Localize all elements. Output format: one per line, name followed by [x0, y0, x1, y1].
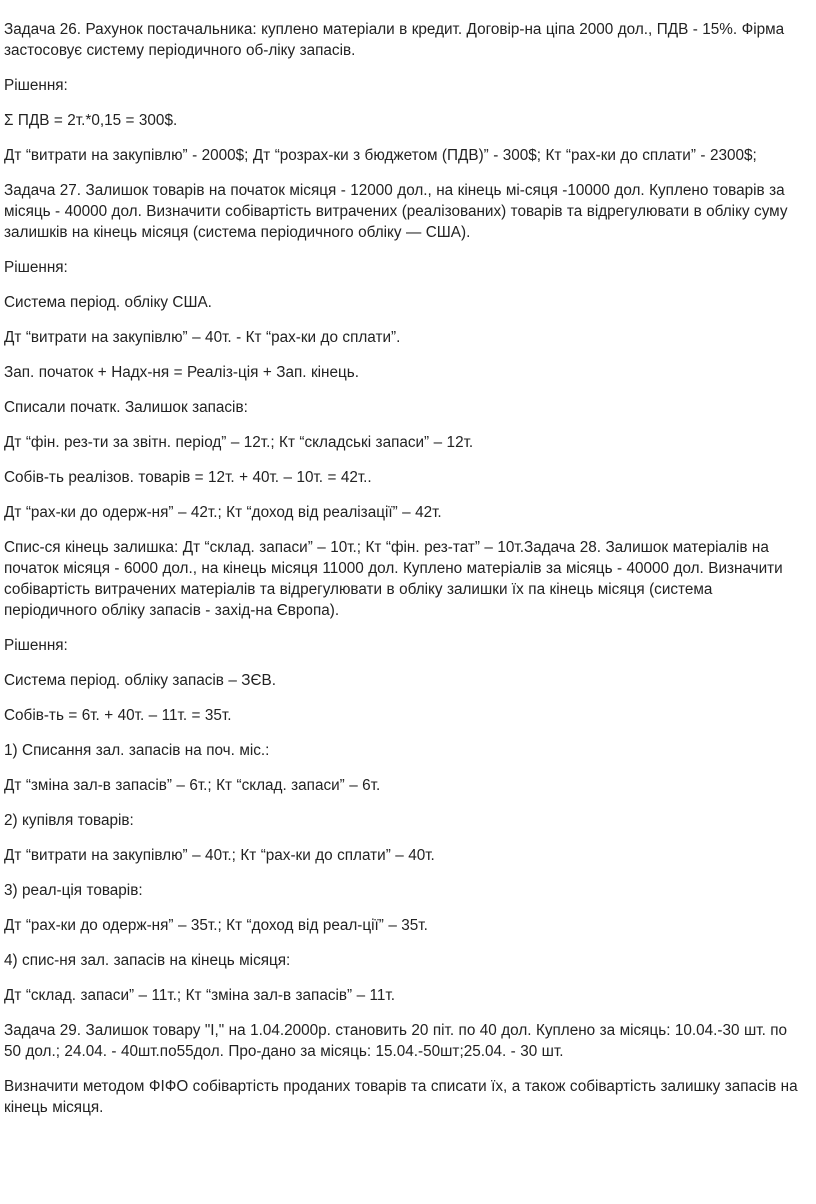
task-29-question: Визначити методом ФІФО собівартість проданих товарів та списати їх, а також собівартість залишку запасів на кінець місяця.: [4, 1078, 798, 1116]
task-29-statement: Задача 29. Залишок товару "І," на 1.04.2000р. становить 20 піт. по 40 дол. Куплено за місяць: 10.04.-30 шт. по 50 дол.; 24.04. - 40шт.по55дол. Про-дано за місяць: 15.04.-50шт;25.04. - 30 шт.: [4, 1022, 788, 1060]
task-28-cost-calc: Собів-ть = 6т. + 40т. – 11т. = 35т.: [4, 707, 232, 724]
solution-heading: Рішення:: [4, 259, 68, 276]
solution-heading: Рішення:: [4, 77, 68, 94]
task-28-step-3: 3) реал-ція товарів:: [4, 882, 143, 899]
task-27-writeoff-label: Списали початк. Залишок запасів:: [4, 399, 248, 416]
task-27-entry-writeoff: Дт “фін. рез-ти за звітн. період” – 12т.; Кт “складські запаси” – 12т.: [4, 434, 474, 451]
task-28-entry-3: Дт “рах-ки до одерж-ня” – 35т.; Кт “доход від реал-ції” – 35т.: [4, 917, 428, 934]
task-27-system: Система період. обліку США.: [4, 294, 212, 311]
task-27-entry-purchase: Дт “витрати на закупівлю” – 40т. - Кт “рах-ки до сплати”.: [4, 329, 401, 346]
task-27-entry-sales: Дт “рах-ки до одерж-ня” – 42т.; Кт “доход від реалізації” – 42т.: [4, 504, 442, 521]
task-28-entry-1: Дт “зміна зал-в запасів” – 6т.; Кт “склад. запаси” – 6т.: [4, 777, 381, 794]
task-27-cost-calc: Собів-ть реалізов. товарів = 12т. + 40т. – 10т. = 42т..: [4, 469, 372, 486]
task-28-step-1: 1) Списання зал. запасів на поч. міс.:: [4, 742, 270, 759]
task-28-entry-4: Дт “склад. запаси” – 11т.; Кт “зміна зал-в запасів” – 11т.: [4, 987, 395, 1004]
task-26-entries: Дт “витрати на закупівлю” - 2000$; Дт “розрах-ки з бюджетом (ПДВ)” - 300$; Кт “рах-ки до сплати” - 2300$;: [4, 147, 757, 164]
task-28-step-4: 4) спис-ня зал. запасів на кінець місяця:: [4, 952, 291, 969]
task-28-system: Система період. обліку запасів – ЗЄВ.: [4, 672, 276, 689]
task-28-statement: Спис-ся кінець залишка: Дт “склад. запаси” – 10т.; Кт “фін. рез-тат” – 10т.Задача 28. Залишок матеріалів на початок місяця - 6000 дол., на кінець місяця 11000 дол. Куплено матеріалів за місяць - 40000 дол. Визначити собівартість витрачених матеріалів та відрегулювати в обліку залишки їх па кінець місяця (система періодичного обліку запасів - захід-на Європа).: [4, 539, 783, 619]
task-27-formula: Зап. початок + Надх-ня = Реаліз-ція + Зап. кінець.: [4, 364, 359, 381]
task-27-statement: Задача 27. Залишок товарів на початок місяця - 12000 дол., на кінець мі-сяця -10000 дол. Куплено товарів за місяць - 40000 дол. Визначити собівартість витрачених (реалізованих) товарів та відрегулювати в обліку суму залишків на кінець місяця (система періодичного обліку — США).: [4, 182, 788, 241]
task-26-statement: Задача 26. Рахунок постачальника: куплено матеріали в кредит. Договір-на ціпа 2000 дол., ПДВ - 15%. Фірма застосовує систему періодичного об-ліку запасів.: [4, 21, 785, 59]
task-28-step-2: 2) купівля товарів:: [4, 812, 134, 829]
task-26-vat-calc: Σ ПДВ = 2т.*0,15 = 300$.: [4, 112, 178, 129]
solution-heading: Рішення:: [4, 637, 68, 654]
task-28-entry-2: Дт “витрати на закупівлю” – 40т.; Кт “рах-ки до сплати” – 40т.: [4, 847, 435, 864]
